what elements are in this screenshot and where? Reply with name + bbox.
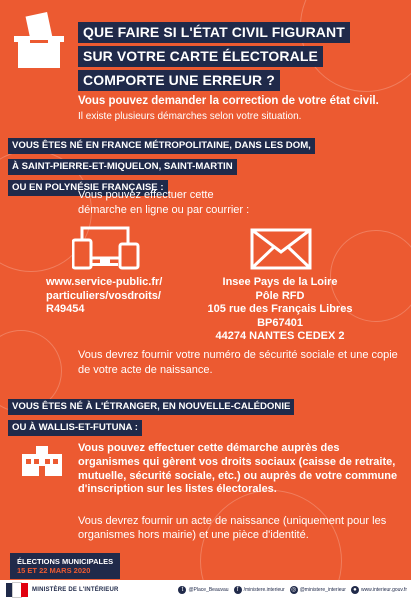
intro-strong: Vous pouvez demander la correction de votre état civil. (78, 95, 379, 107)
facebook-icon: f (234, 586, 242, 594)
ballot-box-icon (8, 10, 70, 72)
postal-address (196, 276, 364, 344)
heading-line: OU EN POLYNÉSIE FRANÇAISE : (8, 180, 168, 196)
globe-icon: ● (351, 586, 359, 594)
republic-flag-logo (6, 583, 28, 597)
address-line: BP67401 (257, 316, 303, 329)
social-label: www.interieur.gouv.fr (360, 587, 407, 593)
address-line: 105 rue des Français Libres (207, 303, 353, 315)
address-line: Insee Pays de la Loire (222, 276, 338, 288)
section2-heading (8, 396, 294, 438)
intro-light: Il existe plusieurs démarches selon votre situation. (78, 111, 302, 122)
social-links (173, 586, 407, 594)
facebook-link[interactable] (234, 586, 285, 594)
social-label: /ministere.interieur (243, 587, 285, 593)
social-label: @ministere_interieur (299, 587, 346, 593)
twitter-icon: t (178, 586, 186, 594)
service-public-link[interactable] (46, 276, 196, 317)
page-title (78, 22, 378, 94)
heading-line: À SAINT-PIERRE-ET-MIQUELON, SAINT-MARTIN (8, 159, 237, 175)
section1-text: Vous pouvez effectuer cette démarche en ligne ou par courrier : (78, 189, 250, 216)
address-line: Pôle RFD (255, 289, 305, 302)
twitter-link[interactable] (178, 586, 228, 594)
instagram-link[interactable] (290, 586, 346, 594)
website-link[interactable] (351, 586, 407, 594)
election-badge (10, 553, 120, 579)
instagram-icon: ◎ (291, 587, 297, 593)
social-label: @Place_Beauvau (188, 587, 229, 593)
heading-line: VOUS ÊTES NÉ À L'ÉTRANGER, EN NOUVELLE-CALÉDONIE (8, 399, 294, 415)
building-icon (20, 444, 64, 478)
section2-note: Vous devrez fournir un acte de naissance (uniquement pour les organismes hors mairie) et une pièce d'identité. (78, 515, 387, 541)
heading-line: VOUS ÊTES NÉ EN FRANCE MÉTROPOLITAINE, DANS LES DOM, (8, 138, 315, 154)
devices-icon (72, 226, 140, 270)
title-line: QUE FAIRE SI L'ÉTAT CIVIL FIGURANT (78, 22, 350, 43)
badge-dates: 15 ET 22 MARS 2020 (17, 566, 91, 575)
link-line: R49454 (46, 303, 85, 315)
address-line: 44274 NANTES CEDEX 2 (215, 330, 345, 342)
section1-note: Vous devrez fournir votre numéro de sécurité sociale et une copie de votre acte de naissance. (78, 349, 398, 376)
section2-strong: Vous pouvez effectuer cette démarche auprès des organismes qui gèrent vos droits sociaux (caisse de retraite, mutuelle, sécurité sociale, etc.) ou auprès de votre commune d'inscription sur les listes électorales. (78, 442, 398, 496)
ministry-name: MINISTÈRE DE L'INTÉRIEUR (32, 587, 119, 593)
title-line: COMPORTE UNE ERREUR ? (78, 70, 280, 91)
footer (0, 580, 411, 600)
title-line: SUR VOTRE CARTE ÉLECTORALE (78, 46, 323, 67)
badge-title: ÉLECTIONS MUNICIPALES (17, 557, 114, 566)
link-line: particuliers/vosdroits/ (46, 289, 161, 302)
heading-line: OU À WALLIS-ET-FUTUNA : (8, 420, 142, 436)
link-line: www.service-public.fr/ (46, 276, 163, 288)
envelope-icon (250, 228, 312, 270)
